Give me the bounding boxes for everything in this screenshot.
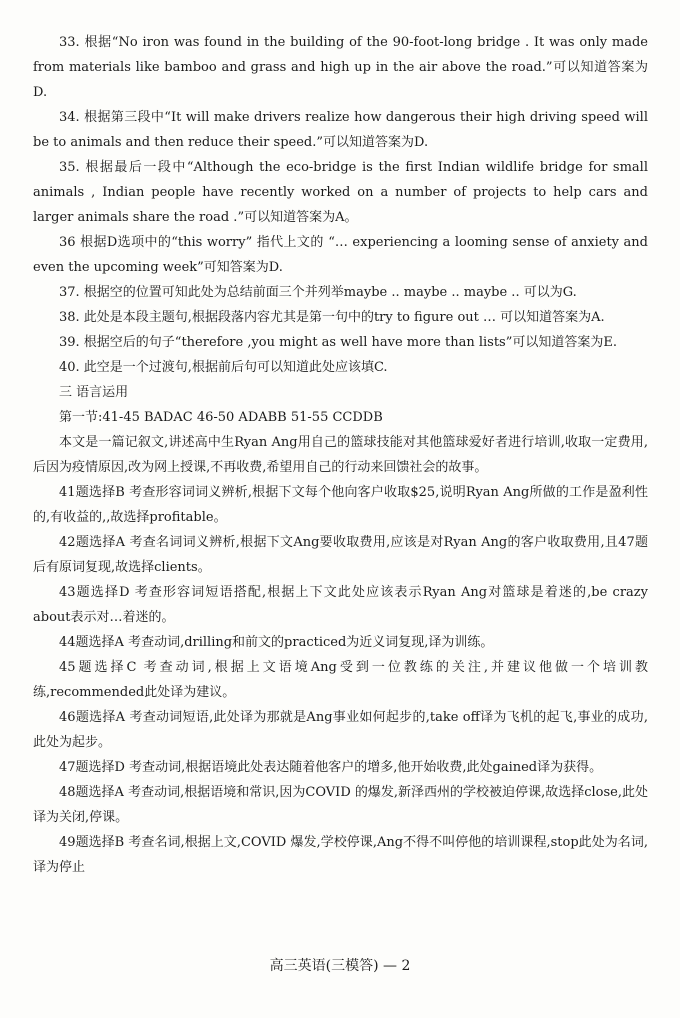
explanation-q35: 35. 根据最后一段中“Although the eco-bridge is the first Indian wildlife bridge for small animals , Indian people have recently worked on a number of projects to help cars and larger animals share the road .”可以知道答案为A。: [33, 160, 648, 225]
explanation-q33: 33. 根据“No iron was found in the building of the 90-foot-long bridge . It was only made from materials like bamboo and grass and high up in the air above the road.”可以知道答案为D.: [33, 35, 648, 100]
explanation-q38: 38. 此处是本段主题句,根据段落内容尤其是第一句中的try to figure out … 可以知道答案为A.: [59, 310, 605, 325]
explanation-q43: 43题选择D 考查形容词短语搭配,根据上下文此处应该表示Ryan Ang对篮球是着迷的,be crazy about表示对…着迷的。: [33, 585, 648, 625]
explanation-q37: 37. 根据空的位置可知此处为总结前面三个并列举maybe .. maybe .. maybe .. 可以为G.: [59, 285, 577, 300]
explanation-q45: 45题选择C 考查动词,根据上文语境Ang受到一位教练的关注,并建议他做一个培训教练,recommended此处译为建议。: [33, 660, 648, 700]
explanation-q41: 41题选择B 考查形容词词义辨析,根据下文每个他向客户收取$25,说明Ryan Ang所做的工作是盈利性的,有收益的,,故选择profitable。: [33, 485, 648, 525]
explanation-q39: 39. 根据空后的句子“therefore ,you might as well have more than lists”可以知道答案为E.: [59, 335, 617, 350]
explanation-q47: 47题选择D 考查动词,根据语境此处表达随着他客户的增多,他开始收费,此处gained译为获得。: [59, 760, 603, 775]
explanation-q48: 48题选择A 考查动词,根据语境和常识,因为COVID 的爆发,新泽西州的学校被迫停课,故选择close,此处译为关闭,停课。: [33, 785, 648, 825]
explanation-q46: 46题选择A 考查动词短语,此处译为那就是Ang事业如何起步的,take off译为飞机的起飞,事业的成功,此处为起步。: [33, 710, 648, 750]
explanation-q44: 44题选择A 考查动词,drilling和前文的practiced为近义词复现,译为训练。: [59, 635, 494, 650]
explanation-q34: 34. 根据第三段中“It will make drivers realize how dangerous their high driving speed will be to animals and then reduce their speed.”可以知道答案为D.: [33, 110, 648, 150]
explanation-q42: 42题选择A 考查名词词义辨析,根据下文Ang要收取费用,应该是对Ryan Ang的客户收取费用,且47题后有原词复现,故选择clients。: [33, 535, 648, 575]
page-footer: 高三英语(三模答) — 2: [269, 958, 411, 974]
explanation-q40: 40. 此空是一个过渡句,根据前后句可以知道此处应该填C.: [59, 360, 388, 375]
explanation-q49: 49题选择B 考查名词,根据上文,COVID 爆发,学校停课,Ang不得不叫停他的培训课程,stop此处为名词,译为停止: [33, 835, 648, 875]
section-heading: 三 语言运用: [59, 385, 129, 400]
section-answer-key: 第一节:41-45 BADAC 46-50 ADABB 51-55 CCDDB: [59, 410, 383, 425]
explanation-q36: 36 根据D选项中的“this worry” 指代上文的 “… experiencing a looming sense of anxiety and even the upcoming week”可知答案为D.: [33, 235, 648, 275]
answer-explanations: [33, 30, 648, 880]
passage-summary: 本文是一篇记叙文,讲述高中生Ryan Ang用自己的篮球技能对其他篮球爱好者进行培训,收取一定费用,后因为疫情原因,改为网上授课,不再收费,希望用自己的行动来回馈社会的故事。: [33, 435, 648, 475]
